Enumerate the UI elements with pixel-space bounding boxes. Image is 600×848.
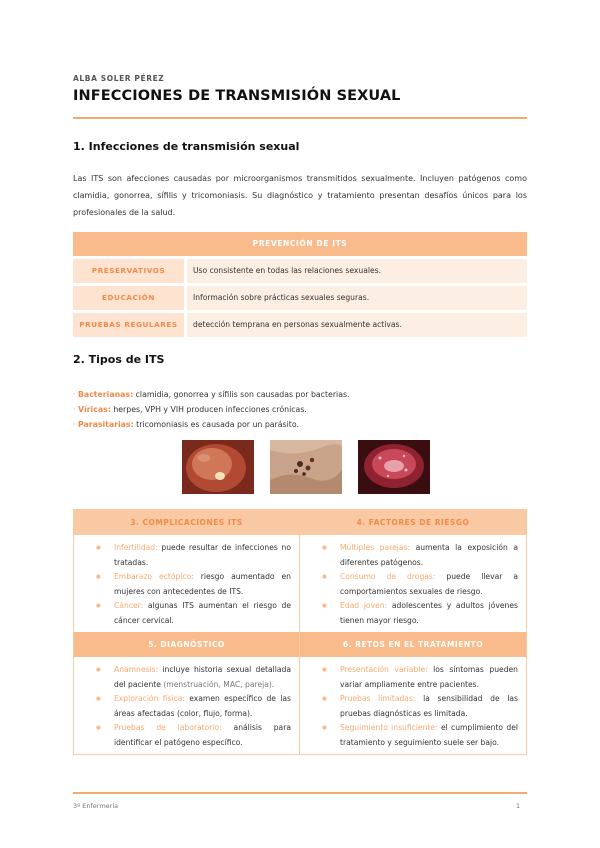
intro-paragraph: Las ITS son afecciones causadas por microorganismos transmitidos sexualmente. Incluyen patógenos como clamidia, gonorrea, sífilis y tricomoniasis. Su diagnóstico y tratamiento presentan desafíos únicos para los profesionales de la salud. bbox=[73, 174, 527, 217]
item-label: Anamnesis: bbox=[114, 665, 159, 674]
item-tail: . bbox=[271, 679, 275, 689]
bullet-marker: · bbox=[73, 420, 76, 429]
item-note: (menstruación, MAC, pareja) bbox=[163, 679, 272, 689]
list-item bbox=[82, 541, 291, 570]
type-label: Víricas: bbox=[77, 405, 111, 414]
list-item bbox=[82, 599, 291, 628]
list-item bbox=[308, 599, 518, 628]
list-item bbox=[73, 417, 527, 432]
risk-factors-title: 4. FACTORES DE RIESGO bbox=[300, 510, 526, 535]
prevention-value: Información sobre prácticas sexuales seguras. bbox=[187, 286, 527, 310]
item-label: Infertilidad: bbox=[114, 543, 158, 552]
list-item bbox=[73, 402, 527, 417]
list-item bbox=[308, 692, 518, 721]
item-text: adolescentes y adultos jóvenes tienen mayor riesgo. bbox=[340, 601, 518, 625]
type-text: tricomoniasis es causada por un parásito. bbox=[133, 420, 299, 429]
prevention-key: EDUCACIÓN bbox=[73, 286, 184, 310]
list-item bbox=[73, 387, 527, 402]
item-text: la sensibilidad de las pruebas diagnósticas es limitada. bbox=[340, 694, 518, 718]
list-item bbox=[82, 663, 291, 692]
prevention-row bbox=[73, 259, 527, 283]
complications-body bbox=[74, 535, 299, 632]
grid-row bbox=[74, 510, 526, 632]
item-label: Edad joven: bbox=[340, 601, 388, 610]
list-item bbox=[308, 541, 518, 570]
complications-box bbox=[74, 510, 300, 632]
grid-row bbox=[74, 632, 526, 754]
list-item bbox=[308, 663, 518, 692]
item-label: Pruebas de laboratorio: bbox=[114, 723, 222, 732]
prevention-table bbox=[73, 232, 527, 337]
section-2-heading: 2. Tipos de ITS bbox=[73, 353, 165, 366]
document-title: INFECCIONES DE TRANSMISIÓN SEXUAL bbox=[73, 88, 401, 104]
section-1-heading: 1. Infecciones de transmisión sexual bbox=[73, 140, 300, 153]
prevention-key: PRUEBAS REGULARES bbox=[73, 313, 184, 337]
prevention-value: detección temprana en personas sexualmente activas. bbox=[187, 313, 527, 337]
type-text: clamidia, gonorrea y sífilis son causadas por bacterias. bbox=[133, 390, 350, 399]
type-label: Bacterianas: bbox=[77, 390, 134, 399]
list-item bbox=[82, 721, 291, 750]
prevention-value: Uso consistente en todas las relaciones sexuales. bbox=[187, 259, 527, 283]
list-item bbox=[308, 570, 518, 599]
item-label: Seguimiento insuficiente: bbox=[340, 723, 438, 732]
list-item bbox=[82, 692, 291, 721]
item-text: análisis para identificar el patógeno específico. bbox=[114, 723, 291, 747]
clinical-photo-mucosa bbox=[358, 440, 430, 494]
item-text: el cumplimiento del tratamiento y seguimiento suele ser bajo. bbox=[340, 723, 518, 747]
footer-divider bbox=[73, 792, 527, 794]
bullet-marker: · bbox=[73, 390, 76, 399]
item-label: Pruebas limitadas: bbox=[340, 694, 416, 703]
clinical-photo-skin-lesions bbox=[270, 440, 342, 494]
treatment-challenges-body bbox=[300, 657, 526, 754]
item-label: Cáncer: bbox=[114, 601, 144, 610]
clinical-photos bbox=[182, 440, 430, 494]
type-text: herpes, VPH y VIH producen infecciones crónicas. bbox=[110, 405, 307, 414]
diagnosis-box bbox=[74, 632, 300, 754]
item-text: puede resultar de infecciones no tratadas. bbox=[114, 543, 291, 567]
item-text: los síntomas pueden variar ampliamente entre pacientes. bbox=[340, 665, 518, 689]
item-label: Múltiples parejas: bbox=[340, 543, 411, 552]
item-text: incluye historia sexual detallada del paciente bbox=[114, 665, 291, 689]
item-text: examen específico de las áreas afectadas (color, flujo, forma). bbox=[114, 694, 291, 718]
footer-course: 3º Enfermería bbox=[73, 802, 119, 810]
risk-factors-box bbox=[300, 510, 526, 632]
risk-factors-body bbox=[300, 535, 526, 632]
treatment-challenges-title: 6. RETOS EN EL TRATAMIENTO bbox=[300, 632, 526, 657]
item-label: Consumo de drogas: bbox=[340, 572, 436, 581]
item-label: Embarazo ectópico: bbox=[114, 572, 194, 581]
diagnosis-body bbox=[74, 657, 299, 754]
prevention-key: PRESERVATIVOS bbox=[73, 259, 184, 283]
prevention-row bbox=[73, 286, 527, 310]
clinical-photo-cervix bbox=[182, 440, 254, 494]
prevention-row bbox=[73, 313, 527, 337]
its-types-list bbox=[73, 387, 527, 432]
diagnosis-title: 5. DIAGNÓSTICO bbox=[74, 632, 299, 657]
complications-title: 3. COMPLICACIONES ITS bbox=[74, 510, 299, 535]
title-divider bbox=[73, 117, 527, 119]
list-item bbox=[308, 721, 518, 750]
item-text: aumenta la exposición a diferentes patógenos. bbox=[340, 543, 518, 567]
bullet-marker: · bbox=[73, 405, 76, 414]
page-number: 1 bbox=[516, 802, 521, 810]
item-text: puede llevar a comportamientos sexuales de riesgo. bbox=[340, 572, 518, 596]
author-name: ALBA SOLER PÉREZ bbox=[73, 74, 165, 83]
item-text: riesgo aumentado en mujeres con antecedentes de ITS. bbox=[114, 572, 291, 596]
item-label: Presentación variable: bbox=[340, 665, 428, 674]
item-label: Exploración física: bbox=[114, 694, 185, 703]
list-item bbox=[82, 570, 291, 599]
item-text: algunas ITS aumentan el riesgo de cáncer cervical. bbox=[114, 601, 291, 625]
info-grid bbox=[73, 509, 527, 755]
type-label: Parasitarias: bbox=[77, 420, 134, 429]
prevention-table-header: PREVENCIÓN DE ITS bbox=[73, 232, 527, 256]
treatment-challenges-box bbox=[300, 632, 526, 754]
